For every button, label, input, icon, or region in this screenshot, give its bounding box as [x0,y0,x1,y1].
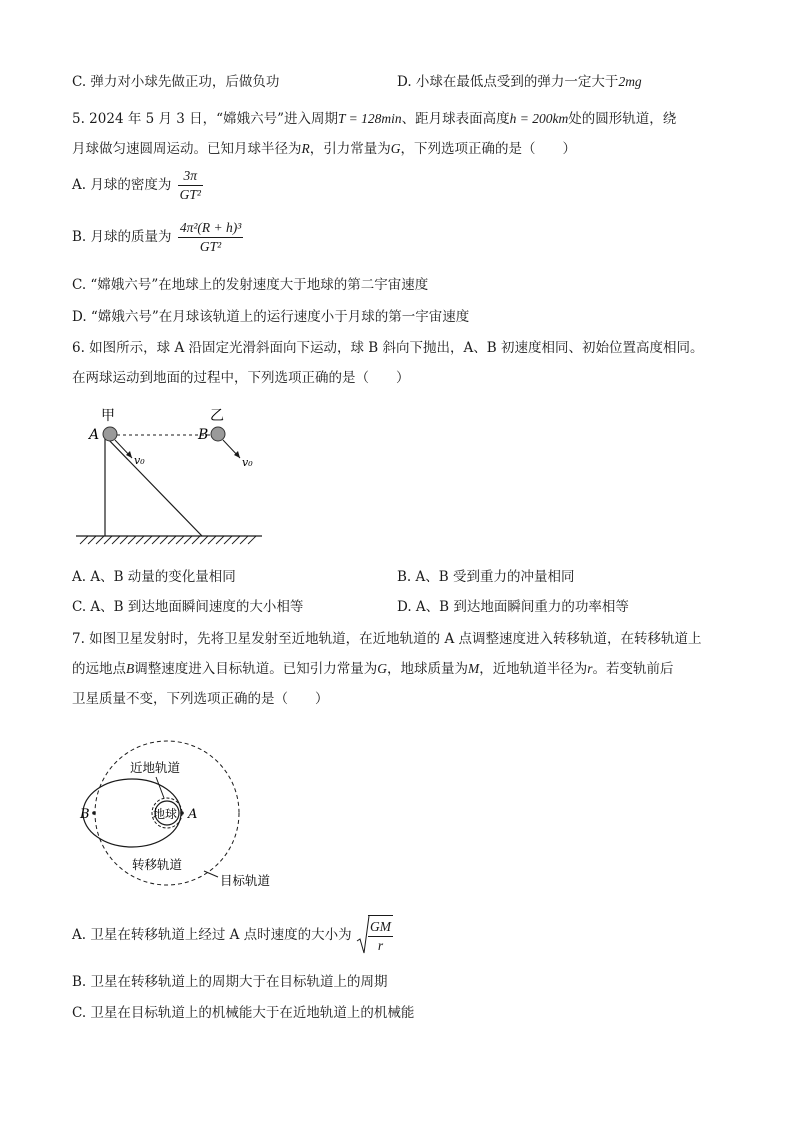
q7-stem-text: ，地球质量为 [387,661,468,677]
q5-option-a-text: A. 月球的密度为 [72,177,172,193]
q4-option-d-text: D. 小球在最低点受到的弹力一定大于 [397,74,619,90]
q7-option-b: B. 卫星在转移轨道上的周期大于在目标轨道上的周期 [72,974,388,990]
q7-radius-symbol: r [587,661,593,676]
q5-gravity-constant-symbol: G [390,141,401,156]
label-b: B [198,427,209,443]
q7-stem-line3: 卫星质量不变，下列选项正确的是（ ） [72,691,329,707]
label-v0-a: v₀ [134,454,145,467]
q6-stem-line1: 6. 如图所示，球 A 沿固定光滑斜面向下运动，球 B 斜向下抛出，A、B 初速度相同、初始位置高度相同。 [72,340,704,356]
q5-option-b-denominator: GT² [199,239,222,254]
q5-height-expr: h = 200km [509,111,569,126]
q7-stem-line2 [72,659,674,679]
label-jia: 甲 [101,408,115,424]
q5-option-a [72,166,203,204]
label-v0-b: v₀ [242,456,253,469]
label-yi: 乙 [210,408,224,424]
q6-option-d: D. A、B 到达地面瞬间重力的功率相等 [397,599,629,615]
q7-gravity-constant-symbol: G [377,661,387,676]
q4-option-c: C. 弹力对小球先做正功，后做负功 [72,74,280,90]
q7-earth-mass-symbol: M [468,661,480,676]
q5-option-b-numerator: 4π²(R + h)³ [178,219,243,238]
q6-stem-line2: 在两球运动到地面的过程中，下列选项正确的是（ ） [72,370,410,386]
q5-option-b-fraction [178,219,243,256]
incline-slope [105,436,202,536]
label-target-orbit: 目标轨道 [220,873,271,888]
ball-b [211,427,225,441]
q5-option-a-numerator: 3π [178,167,203,186]
q7-option-a-fraction [368,918,393,955]
q7-stem-text: 的远地点 [72,661,126,677]
q6-option-c: C. A、B 到达地面瞬间速度的大小相等 [72,599,304,615]
label-b: B [80,807,90,822]
q5-option-d: D. “嫦娥六号”在月球该轨道上的运行速度小于月球的第一宇宙速度 [72,309,470,325]
q4-option-d [397,72,642,92]
q7-option-a-sqrt [356,915,393,956]
q5-stem-line1 [72,109,676,129]
q5-stem-text: 5. 2024 年 5 月 3 日，“嫦娥六号”进入周期 [72,111,338,127]
sqrt-bar [368,915,393,956]
q5-option-a-fraction [178,167,203,204]
q7-option-a [72,915,393,956]
q5-option-c: C. “嫦娥六号”在地球上的发射速度大于地球的第二宇宙速度 [72,277,429,293]
q5-stem-text: 、距月球表面高度 [401,111,510,127]
q7-orbit-figure [72,735,292,895]
q7-option-a-text: A. 卫星在转移轨道上经过 A 点时速度的大小为 [72,927,352,943]
q7-point-b-symbol: B [126,661,135,676]
ground-hatching [80,536,256,544]
q5-stem-text: ，引力常量为 [309,141,391,157]
q7-stem-line1: 7. 如图卫星发射时，先将卫星发射至近地轨道，在近地轨道的 A 点调整速度进入转移轨道，在转移轨道上 [72,631,702,647]
q7-option-c: C. 卫星在目标轨道上的机械能大于在近地轨道上的机械能 [72,1005,415,1021]
q5-stem-text: 处的圆形轨道，绕 [568,111,677,127]
near-orbit-leader-line [156,777,164,798]
q7-option-a-denominator: r [377,938,384,953]
q5-option-b [72,218,243,256]
q5-radius-symbol: R [301,141,310,156]
label-a: A [89,427,100,443]
label-near-orbit: 近地轨道 [130,760,181,775]
point-b [92,811,96,815]
q5-option-b-text: B. 月球的质量为 [72,229,172,245]
q4-option-d-expr: 2mg [618,74,642,89]
q5-stem-text: ，下列选项正确的是（ ） [400,141,576,157]
q5-stem-line2 [72,139,576,159]
q6-option-b: B. A、B 受到重力的冲量相同 [397,569,575,585]
ball-a [103,427,117,441]
q5-period-expr: T = 128min [337,111,402,126]
label-transfer-orbit: 转移轨道 [132,857,183,872]
q7-option-a-numerator: GM [368,918,393,937]
q7-stem-text: 调整速度进入目标轨道。已知引力常量为 [134,661,378,677]
sqrt-sign-icon [356,915,370,955]
q5-stem-text: 月球做匀速圆周运动。已知月球半径为 [72,141,302,157]
q7-stem-text: ，近地轨道半径为 [479,661,588,677]
q5-option-a-denominator: GT² [179,187,201,202]
point-a [180,811,184,815]
q6-option-a: A. A、B 动量的变化量相同 [72,569,236,585]
label-a: A [188,807,198,822]
q6-figure [72,400,272,550]
label-earth: 地球 [153,807,178,821]
q7-stem-text: 。若变轨前后 [592,661,674,677]
